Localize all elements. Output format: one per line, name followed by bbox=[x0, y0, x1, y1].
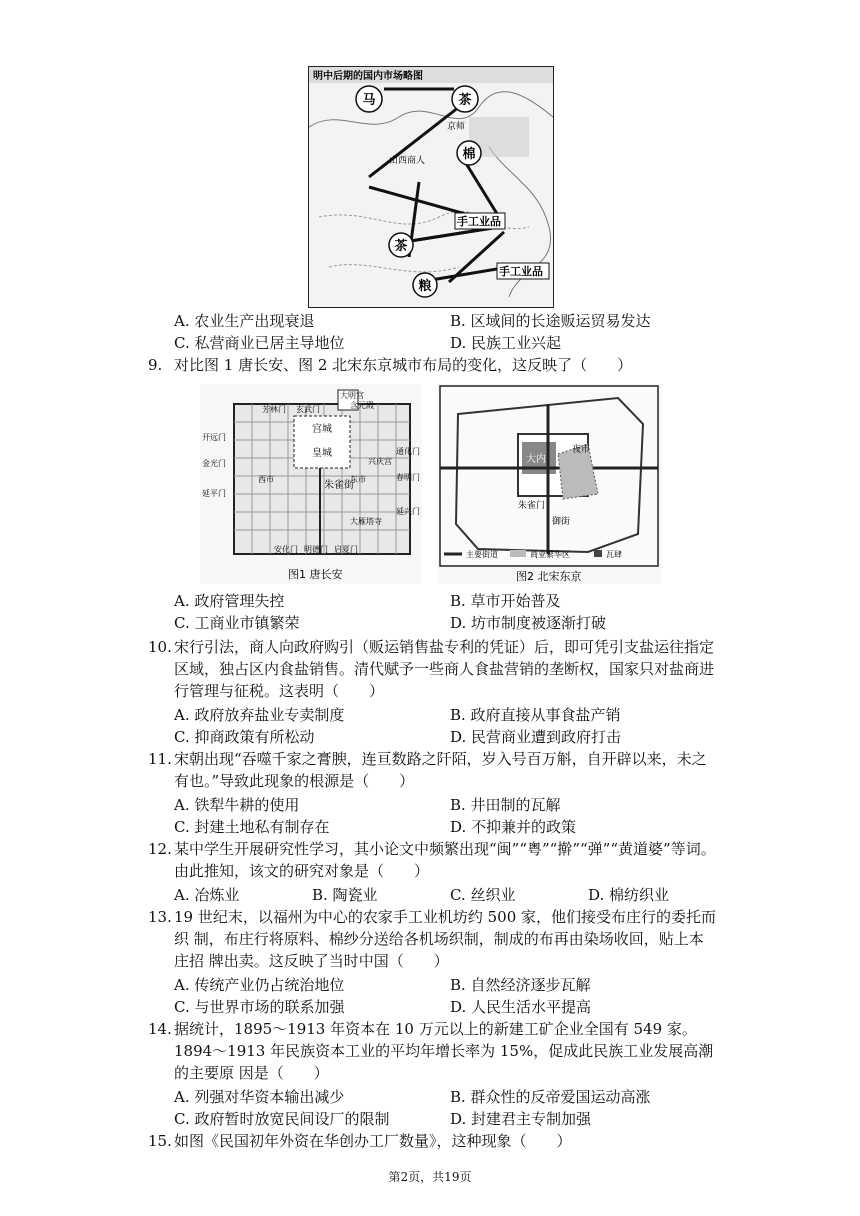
handicraft1-label: 手工业品 bbox=[457, 215, 501, 228]
q8-option-d[interactable]: D. 民族工业兴起 bbox=[450, 334, 562, 352]
west-market-label: 西市 bbox=[258, 475, 274, 484]
page-footer: 第2页，共19页 bbox=[388, 1170, 472, 1184]
q10-option-a[interactable]: A. 政府放弃盐业专卖制度 bbox=[174, 706, 345, 724]
gate-fanglin: 芳林门 bbox=[262, 405, 286, 414]
map-title: 明中后期的国内市场略图 bbox=[313, 71, 423, 82]
legend-washi-swatch bbox=[594, 550, 602, 557]
q8-option-a[interactable]: A. 农业生产出现衰退 bbox=[174, 312, 315, 330]
q11-options bbox=[174, 794, 734, 838]
changan-svg bbox=[200, 384, 422, 584]
q14-option-a[interactable]: A. 列强对华资本输出减少 bbox=[174, 1088, 345, 1106]
legend-washi: 瓦肆 bbox=[606, 550, 622, 559]
q10-stem: 宋行引法，商人向政府购引（贩运销售盐专利的凭证）后，即可凭引支盐运往指定 区域，独占区内食盐销售。清代赋予一些商人食盐营销的垄断权，国家只对盐商进 行管理与征税。这表明（ ） bbox=[174, 638, 715, 700]
xingqing-label: 兴庆宫 bbox=[368, 457, 392, 466]
q14-number: 14. bbox=[148, 1020, 172, 1038]
q15-number: 15. bbox=[148, 1132, 172, 1150]
q9-options bbox=[174, 590, 734, 634]
question-13 bbox=[148, 906, 718, 972]
q13-stem: 19 世纪末，以福州为中心的农家手工业机坊约 500 家，他们接受布庄行的委托而织 制，布庄行将原料、棉纱分送给各机场织制，制成的布再由染场收回，贴上本庄招 牌出卖。这反映了当时中国（ ） bbox=[174, 908, 717, 970]
q13-option-b[interactable]: B. 自然经济逐步瓦解 bbox=[450, 976, 591, 994]
question-9 bbox=[148, 354, 718, 376]
hanyuan-label: 含元殿 bbox=[350, 401, 374, 410]
q10-option-d[interactable]: D. 民营商业遭到政府打击 bbox=[450, 728, 622, 746]
q13-option-a[interactable]: A. 传统产业仍占统治地位 bbox=[174, 976, 345, 994]
gate-qixia: 启夏门 bbox=[334, 545, 358, 554]
q14-option-c[interactable]: C. 政府暂时放宽民间设厂的限制 bbox=[174, 1110, 390, 1128]
tang-changan-figure bbox=[200, 384, 422, 584]
gate-chunming: 春明门 bbox=[396, 473, 420, 482]
capital-label: 京师 bbox=[447, 122, 466, 132]
q11-option-a[interactable]: A. 铁犁牛耕的使用 bbox=[174, 796, 300, 814]
q10-option-c[interactable]: C. 抑商政策有所松动 bbox=[174, 728, 315, 746]
q14-option-b[interactable]: B. 群众性的反帝爱国运动高涨 bbox=[450, 1088, 651, 1106]
danei-label: 大内 bbox=[526, 454, 546, 465]
map-river-2 bbox=[329, 265, 459, 272]
gate-kaiyuan: 开远门 bbox=[202, 433, 226, 442]
q12-number: 12. bbox=[148, 840, 172, 858]
shanxi-label: 山西商人 bbox=[389, 156, 426, 166]
q13-option-d[interactable]: D. 人民生活水平提高 bbox=[450, 998, 592, 1016]
tea-top-label: 茶 bbox=[458, 93, 472, 108]
q11-option-b[interactable]: B. 井田制的瓦解 bbox=[450, 796, 561, 814]
gate-anhua: 安化门 bbox=[274, 545, 298, 554]
q9-option-c[interactable]: C. 工商业市镇繁荣 bbox=[174, 614, 300, 632]
q12-option-d[interactable]: D. 棉纺织业 bbox=[588, 886, 670, 904]
legend-commerce: 商业繁华区 bbox=[530, 550, 570, 559]
question-11 bbox=[148, 748, 718, 792]
yujie-label: 御街 bbox=[552, 517, 571, 527]
q9-stem: 对比图 1 唐长安、图 2 北宋东京城市布局的变化，这反映了（ ） bbox=[174, 356, 633, 374]
q13-number: 13. bbox=[148, 908, 172, 926]
q10-number: 10. bbox=[148, 638, 172, 656]
q12-option-a[interactable]: A. 冶炼业 bbox=[174, 886, 240, 904]
q14-option-d[interactable]: D. 封建君主专制加强 bbox=[450, 1110, 592, 1128]
zhuque-gate-label: 朱雀门 bbox=[518, 501, 546, 511]
grain-label: 粮 bbox=[418, 279, 432, 294]
legend-street: 主要街道 bbox=[466, 550, 498, 559]
q10-options bbox=[174, 704, 734, 748]
question-12 bbox=[148, 838, 718, 882]
ming-market-map bbox=[308, 66, 554, 308]
palace-label: 宫城 bbox=[312, 424, 332, 435]
gate-yanping: 延平门 bbox=[202, 489, 226, 498]
daming-label: 大明宫 bbox=[340, 391, 364, 400]
q11-number: 11. bbox=[148, 750, 172, 768]
map-svg bbox=[309, 67, 553, 307]
q8-option-b[interactable]: B. 区域间的长途贩运贸易发达 bbox=[450, 312, 651, 330]
q12-stem: 某中学生开展研究性学习，其小论文中频繁出现“闽”“粤”“擀”“弹”“黄道婆”等词。由此推知，该文的研究对象是（ ） bbox=[174, 840, 716, 880]
q8-options bbox=[174, 310, 734, 354]
horse-label: 马 bbox=[362, 93, 376, 108]
question-15 bbox=[148, 1130, 718, 1152]
q14-options bbox=[174, 1086, 734, 1130]
gate-xuanwu: 玄武门 bbox=[296, 405, 320, 414]
q12-option-b[interactable]: B. 陶瓷业 bbox=[312, 886, 378, 904]
imperial-label: 皇城 bbox=[312, 448, 332, 459]
q11-stem: 宋朝出现“吞噬千家之膏腴，连亘数路之阡陌，岁入号百万斛，自开辟以来，未之有也。”导致此现象的根源是（ ） bbox=[174, 750, 707, 790]
q14-stem: 据统计，1895〜1913 年资本在 10 万元以上的新建工矿企业全国有 549 家。1894〜1913 年民族资本工业的平均年增长率为 15%，促成此民族工业发展高潮的主要原 因是（ ） bbox=[174, 1020, 714, 1082]
gate-tonghua: 通化门 bbox=[396, 447, 420, 456]
night-market-label: 夜市 bbox=[572, 445, 591, 455]
cotton-label: 棉 bbox=[462, 147, 476, 162]
legend-commerce-swatch bbox=[510, 550, 526, 557]
q13-option-c[interactable]: C. 与世界市场的联系加强 bbox=[174, 998, 345, 1016]
question-14 bbox=[148, 1018, 718, 1084]
q10-option-b[interactable]: B. 政府直接从事食盐产销 bbox=[450, 706, 621, 724]
q15-stem: 如图《民国初年外资在华创办工厂数量》，这种现象（ ） bbox=[174, 1132, 572, 1150]
fig1-caption: 图1 唐长安 bbox=[288, 568, 343, 581]
q13-options bbox=[174, 974, 734, 1018]
dongjing-svg bbox=[438, 384, 662, 584]
east-market-label: 东市 bbox=[350, 475, 366, 484]
q12-options bbox=[174, 884, 734, 906]
dayan-label: 大雁塔寺 bbox=[350, 517, 382, 526]
q8-option-c[interactable]: C. 私营商业已居主导地位 bbox=[174, 334, 345, 352]
q9-number: 9. bbox=[148, 356, 163, 374]
q11-option-c[interactable]: C. 封建土地私有制存在 bbox=[174, 818, 330, 836]
gate-jinguang: 金光门 bbox=[202, 459, 226, 468]
q9-option-a[interactable]: A. 政府管理失控 bbox=[174, 592, 285, 610]
gate-mingde: 明德门 bbox=[304, 545, 328, 554]
q9-option-b[interactable]: B. 草市开始普及 bbox=[450, 592, 561, 610]
zhuque-label: 朱雀街 bbox=[324, 480, 354, 491]
tea-mid-label: 茶 bbox=[394, 239, 408, 254]
arrow-2 bbox=[369, 107, 459, 177]
q12-option-c[interactable]: C. 丝织业 bbox=[450, 886, 516, 904]
song-dongjing-figure bbox=[438, 384, 662, 584]
q9-option-d[interactable]: D. 坊市制度被逐渐打破 bbox=[450, 614, 607, 632]
fig2-caption: 图2 北宋东京 bbox=[516, 570, 582, 583]
gate-yanxing: 延兴门 bbox=[396, 507, 420, 516]
handicraft2-label: 手工业品 bbox=[499, 265, 543, 278]
question-10 bbox=[148, 636, 718, 702]
q11-option-d[interactable]: D. 不抑兼并的政策 bbox=[450, 818, 577, 836]
